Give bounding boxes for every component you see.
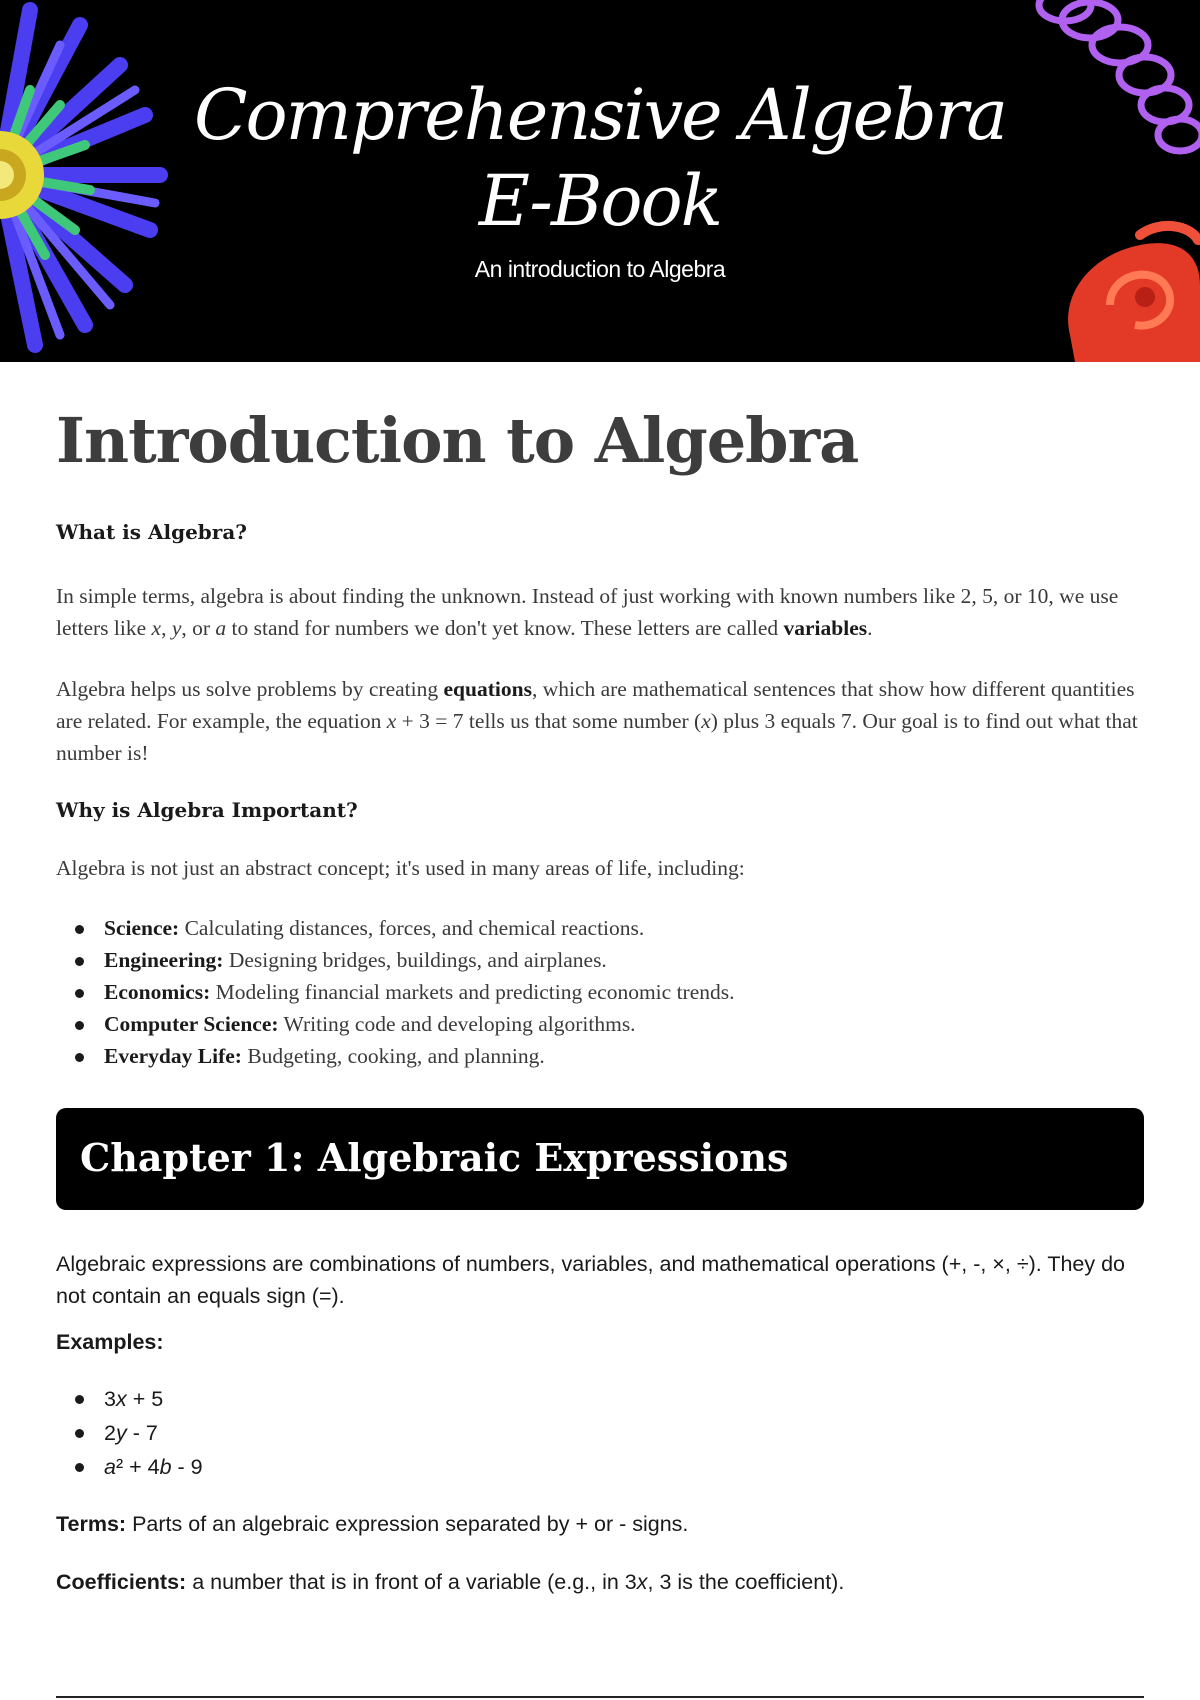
section-heading-why: Why is Algebra Important? [56,798,358,822]
applications-list [56,912,1144,1072]
text-segment: 3 [104,1387,116,1411]
variable: x [115,1387,127,1411]
definition-text: a number that is in front of a variable (e.g., in 3 [186,1570,637,1594]
list-item-label: Computer Science: [104,1012,279,1036]
list-item-label: Science: [104,916,180,940]
variable: x [701,709,711,733]
text-segment: , or [181,616,216,640]
text-segment: , [161,616,172,640]
terms-definition [56,1508,1144,1540]
paragraph-expressions: Algebraic expressions are combinations of numbers, variables, and mathematical operations (+, -, ×, ÷). They do not contain an equals sign (=). [56,1252,1126,1308]
chapter-heading-box [56,1108,1144,1210]
bullet-icon [75,957,84,966]
definition-label: Coefficients: [56,1570,187,1594]
main-content [56,362,1144,1594]
text-segment: - 7 [126,1421,158,1445]
examples-list [56,1382,1144,1484]
definition-text: , 3 is the coefficient). [647,1570,845,1594]
text-segment: ² + 4 [115,1455,160,1479]
variable: a [215,616,227,640]
variable: y [171,616,182,640]
section-heading-what: What is Algebra? [56,520,248,544]
book-subtitle: An introduction to Algebra [474,256,726,282]
list-item [56,1382,1144,1416]
variable: x [636,1570,648,1594]
paragraph-why: Algebra is not just an abstract concept; it's used in many areas of life, including: [56,856,745,880]
variable: x [386,709,397,733]
text-segment: + 5 [126,1387,164,1411]
bullet-icon [75,1021,84,1030]
examples-label: Examples: [56,1330,164,1354]
list-item-label: Engineering: [104,948,224,972]
text-segment: to stand for numbers we don't yet know. These letters are called [226,616,784,640]
list-item-label: Economics: [104,980,211,1004]
list-item [56,1040,1144,1072]
variable: a [104,1455,116,1479]
variable: y [115,1421,127,1445]
text-segment: tells us that some number ( [463,709,702,733]
bullet-icon [75,925,84,934]
header-banner [0,0,1200,362]
text-segment: + 3 = 7 [396,709,464,733]
bold-term: equations [443,677,532,701]
page-title: Introduction to Algebra [56,404,859,477]
bullet-icon [75,1395,84,1404]
bullet-icon [75,1463,84,1472]
chapter-title: Chapter 1: Algebraic Expressions [80,1135,789,1180]
list-item-text: Budgeting, cooking, and planning. [241,1044,545,1068]
bullet-icon [75,1053,84,1062]
list-item-text: Calculating distances, forces, and chemical reactions. [179,916,645,940]
list-item-text: Writing code and developing algorithms. [278,1012,636,1036]
bullet-icon [75,989,84,998]
list-item [56,1008,1144,1040]
text-segment: Algebra helps us solve problems by creating [56,677,444,701]
text-segment: ) plus 3 equals 7. Our goal is to find out what that number is! [56,709,1138,765]
definition-text: Parts of an algebraic expression separated by + or - signs. [126,1512,689,1536]
list-item [56,976,1144,1008]
list-item [56,1450,1144,1484]
book-title: Comprehensive Algebra E-Book [193,74,1007,242]
text-segment: . [867,616,873,640]
list-item [56,1416,1144,1450]
bold-term: variables [783,616,868,640]
text-segment: In simple terms, algebra is about finding the unknown. Instead of just working with known numbers like 2, 5, or 10, we use letters like [56,584,1119,640]
bullet-icon [75,1429,84,1438]
text-segment: 2 [104,1421,116,1445]
list-item [56,944,1144,976]
list-item-label: Everyday Life: [104,1044,242,1068]
flower-illustration [0,0,200,362]
list-item [56,912,1144,944]
coil-illustration [1020,0,1200,160]
list-item-text: Modeling financial markets and predicting economic trends. [210,980,735,1004]
paragraph-equations [56,673,1144,769]
definition-label: Terms: [56,1512,127,1536]
variable: x [151,616,162,640]
divider [56,1696,1144,1698]
text-segment: - 9 [171,1455,203,1479]
list-item-text: Designing bridges, buildings, and airplanes. [223,948,607,972]
paragraph-what-is-algebra [56,580,1144,644]
variable: b [159,1455,172,1479]
rose-illustration [1050,215,1200,362]
coefficients-definition [56,1566,1144,1598]
text-segment: , which are mathematical sentences that show how different quantities are related. For example, the equation [56,677,1135,733]
